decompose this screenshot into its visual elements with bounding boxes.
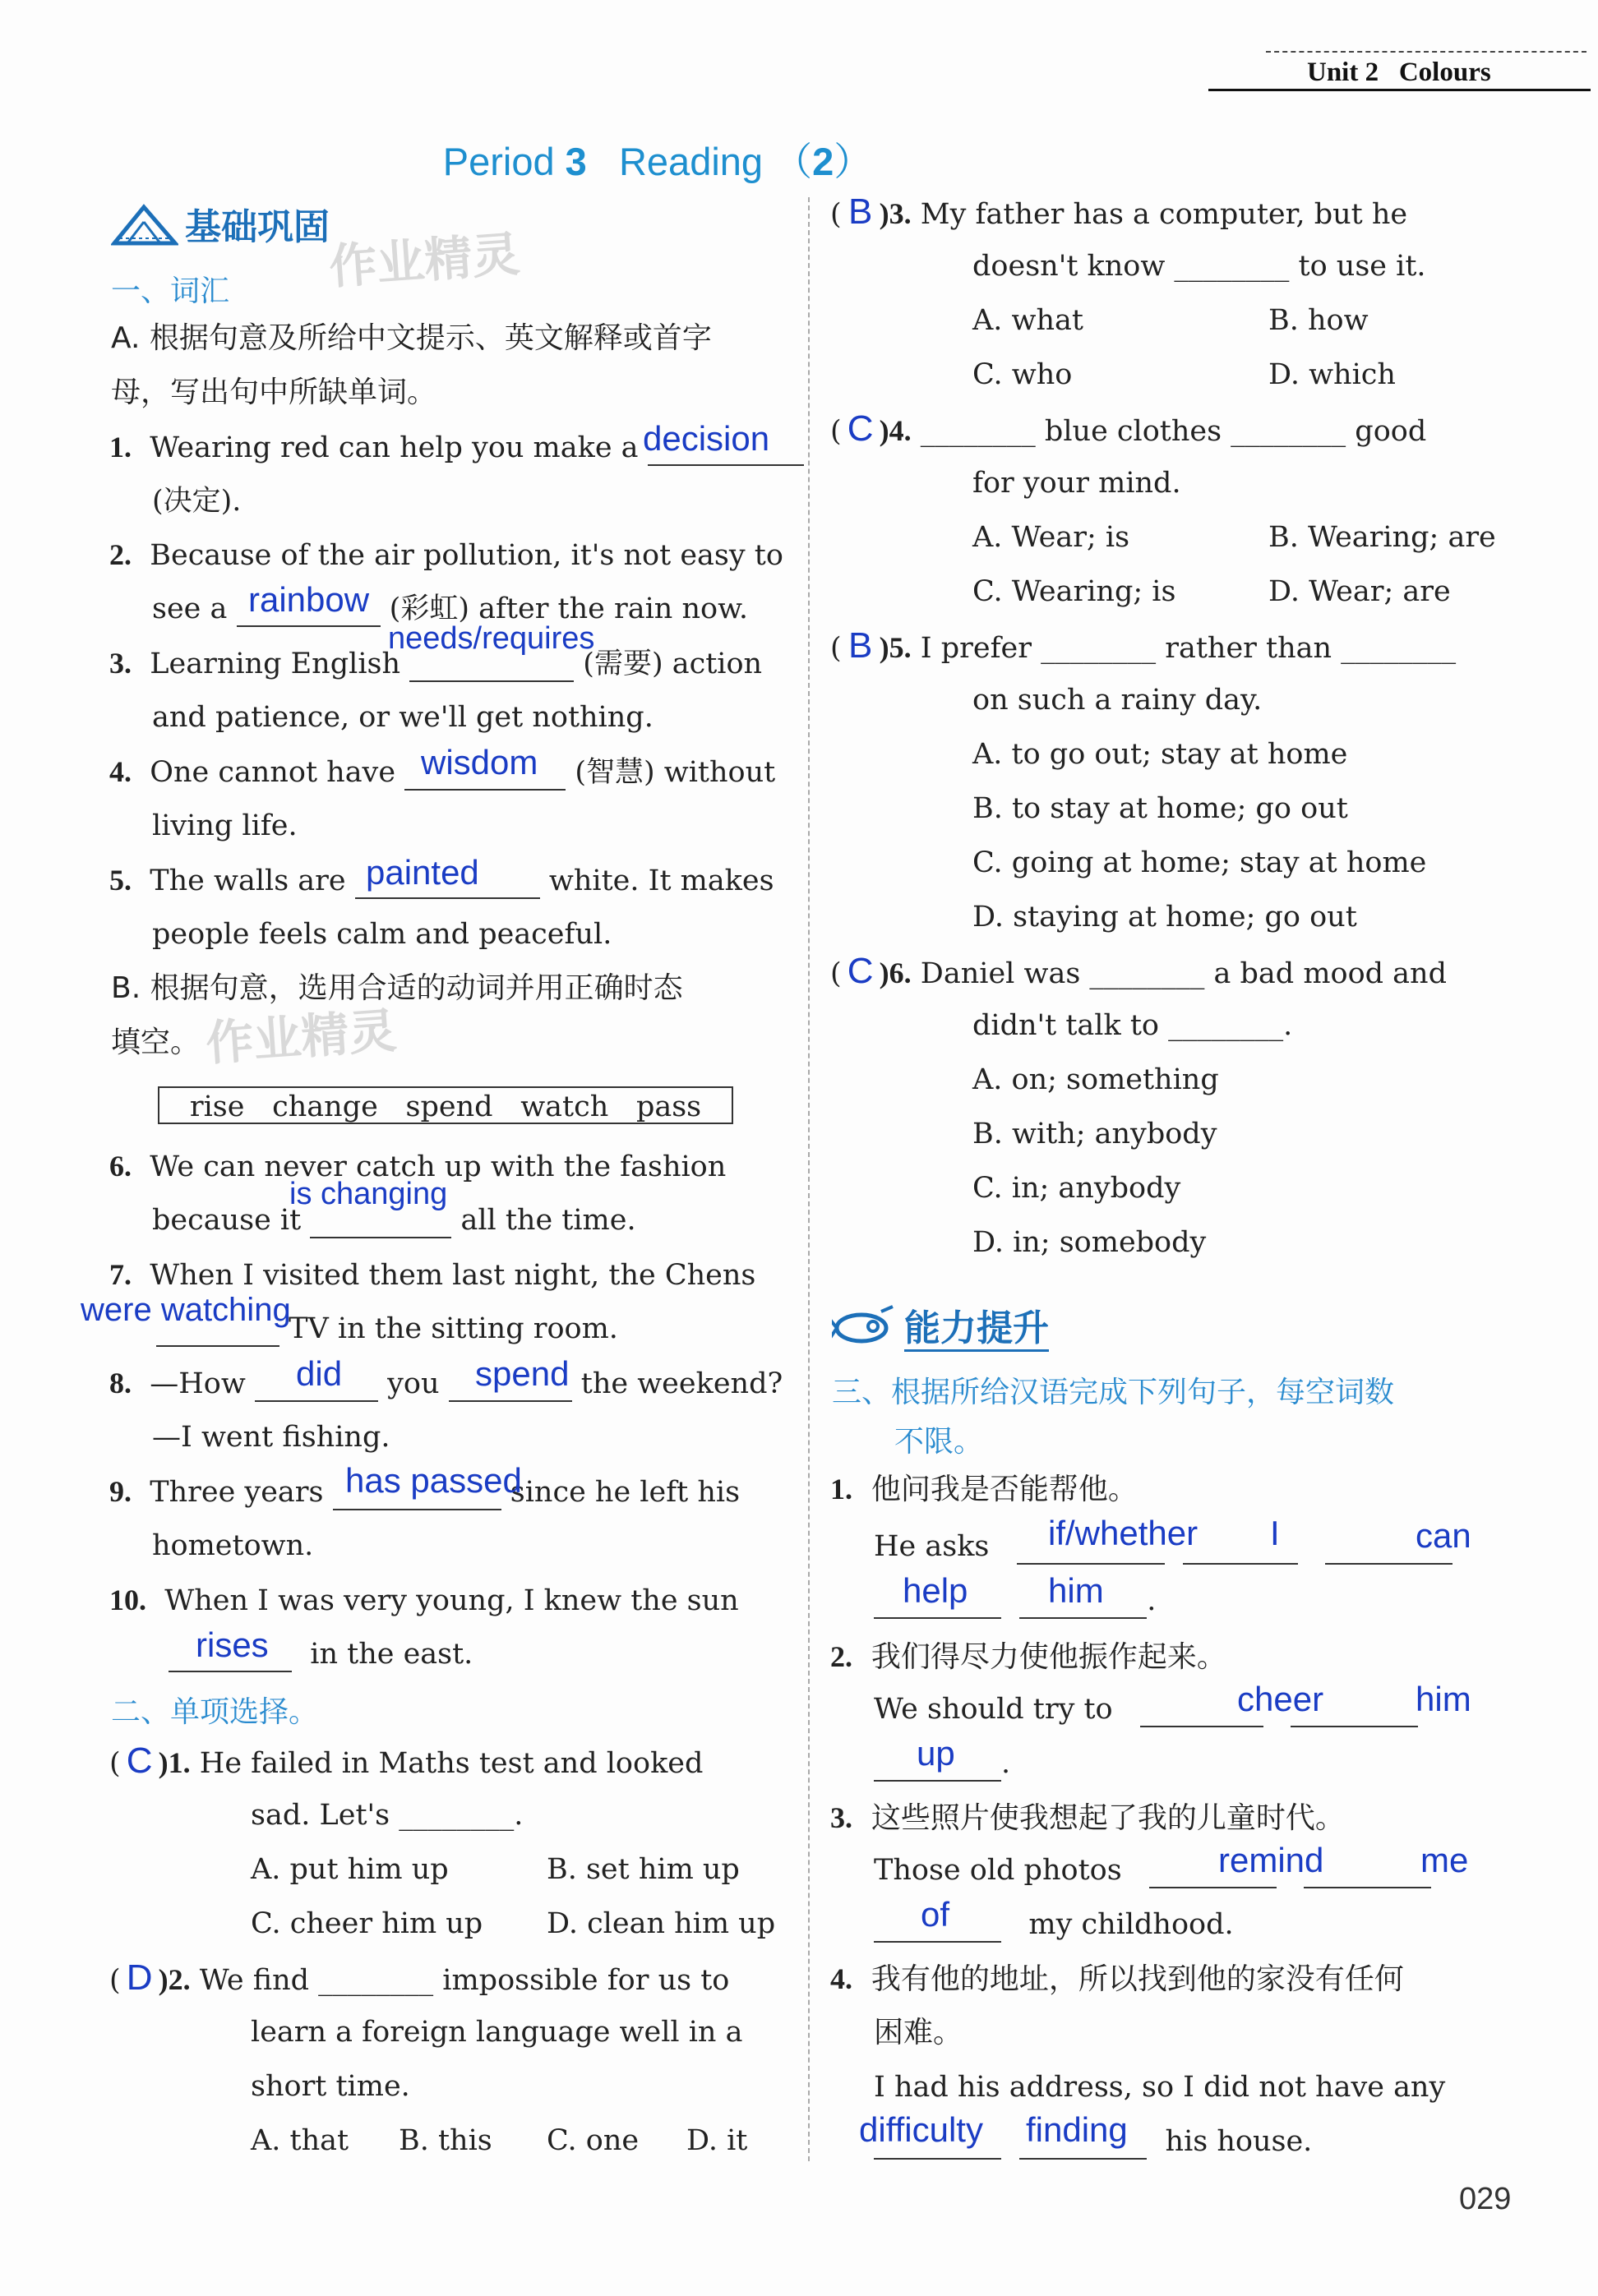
ruler-icon [111, 202, 178, 257]
mc-option: D. it [686, 2124, 748, 2157]
mc-question-5: ( B )5. I prefer ________ rather than ________ [830, 625, 1457, 666]
mc-question-2-cont: learn a foreign language well in a [251, 2016, 743, 2049]
mc-answer-2: D [126, 1957, 153, 1998]
mc-option: D. clean him up [547, 1907, 776, 1940]
answer-9: has passed [345, 1461, 522, 1500]
trans-answer: if/whether [1048, 1514, 1198, 1552]
question-3: 3. Learning English (需要) action [109, 647, 763, 680]
page-title: Period 3 Reading （2） [442, 140, 873, 183]
answer-8b: spend [475, 1354, 570, 1393]
mc-option: C. cheer him up [251, 1907, 483, 1940]
trans-answer: him [1416, 1680, 1471, 1718]
watermark-2: 作业精灵 [204, 1002, 399, 1072]
part-a-instruction-2: 母，写出句中所缺单词。 [111, 376, 437, 409]
question-10-cont: in the east. [169, 1636, 473, 1672]
mc-option: A. put him up [251, 1853, 449, 1886]
translate-heading: 三、根据所给汉语完成下列句子，每空词数 [832, 1376, 1395, 1409]
trans-answer: I [1270, 1514, 1280, 1552]
question-5-cont: people feels calm and peaceful. [152, 918, 612, 951]
mc-question-2-cont: short time. [251, 2070, 410, 2103]
question-2-cont: see a (彩虹) after the rain now. [152, 592, 749, 625]
mc-answer-3: B [847, 191, 873, 232]
question-7: 7. When I visited them last night, the Chens [109, 1258, 756, 1292]
mc-option: C. going at home; stay at home [972, 846, 1427, 879]
mc-option: B. how [1268, 304, 1369, 337]
mc-option: D. which [1268, 358, 1396, 391]
question-8: 8. —How you the weekend? [109, 1367, 783, 1400]
word: watch [520, 1090, 609, 1123]
mc-option: B. Wearing; are [1268, 521, 1496, 554]
trans-3-en: Those old photos [874, 1852, 1431, 1888]
mc-option: B. to stay at home; go out [972, 792, 1348, 825]
mc-answer-1: C [126, 1740, 153, 1781]
mc-question-3: ( B )3. My father has a computer, but he [830, 191, 1408, 232]
mc-question-3-cont: doesn't know ________ to use it. [972, 250, 1426, 283]
answer-7: were watching [81, 1292, 291, 1328]
mc-question-6: ( C )6. Daniel was ________ a bad mood and [830, 951, 1447, 991]
trans-answer: of [921, 1895, 950, 1934]
mc-option: A. Wear; is [972, 521, 1130, 554]
word: spend [405, 1090, 493, 1123]
header-dash-line [1266, 51, 1586, 53]
mc-option: A. to go out; stay at home [972, 738, 1348, 771]
mc-option: C. who [972, 358, 1073, 391]
trans-answer: help [903, 1571, 968, 1610]
trans-4-en: I had his address, so I did not have any [874, 2071, 1446, 2104]
answer-5: painted [366, 853, 479, 892]
question-3-cont: and patience, or we'll get nothing. [152, 701, 654, 734]
trans-question-2: 2. 我们得尽力使他振作起来。 [830, 1640, 1226, 1674]
watermark: 作业精灵 [327, 225, 522, 295]
single-choice-heading: 二、单项选择。 [111, 1695, 319, 1729]
trans-question-4-cont: 困难。 [874, 2016, 963, 2049]
mc-option: A. that [251, 2124, 349, 2157]
question-6-cont: because it all the time. [152, 1204, 636, 1237]
mc-option: C. in; anybody [972, 1172, 1181, 1205]
mc-option: B. this [399, 2124, 492, 2157]
mc-question-1: ( C )1. He failed in Maths test and looked [109, 1740, 704, 1781]
question-7-cont: TV in the sitting room. [156, 1311, 618, 1347]
question-4-cont: living life. [152, 809, 298, 842]
column-divider [808, 197, 810, 2161]
mc-option: D. Wear; are [1268, 575, 1451, 608]
trans-question-1: 1. 他问我是否能帮他。 [830, 1473, 1138, 1506]
question-5: 5. The walls are white. It makes [109, 864, 774, 897]
translate-heading-2: 不限。 [894, 1425, 984, 1459]
answer-4: wisdom [421, 743, 538, 781]
mc-option: B. with; anybody [972, 1118, 1217, 1150]
mc-option: A. what [972, 304, 1083, 337]
mc-answer-5: B [847, 625, 873, 666]
answer-2: rainbow [248, 580, 370, 619]
question-1-cont: (决定). [152, 485, 242, 518]
word: pass [635, 1090, 702, 1123]
trans-2-en: We should try to [874, 1691, 1418, 1727]
part-b-instruction: B. 根据句意，选用合适的动词并用正确时态 [111, 971, 683, 1005]
trans-answer: difficulty [859, 2110, 983, 2149]
trans-answer: him [1048, 1571, 1104, 1610]
question-9: 9. Three years since he left his [109, 1475, 741, 1509]
trans-answer: up [917, 1734, 955, 1773]
mc-question-2: ( D )2. We find ________ impossible for us to [109, 1957, 730, 1998]
section-basics-heading: 基础巩固 [111, 197, 330, 257]
question-8-cont: —I went fishing. [152, 1421, 390, 1454]
trans-answer: cheer [1237, 1680, 1324, 1718]
mc-answer-4: C [847, 408, 874, 449]
word: rise [189, 1090, 245, 1123]
part-a-instruction: A. 根据句意及所给中文提示、英文解释或首字 [111, 321, 712, 355]
question-4: 4. One cannot have (智慧) without [109, 755, 776, 789]
mc-question-5-cont: on such a rainy day. [972, 684, 1263, 717]
question-1: 1. Wearing red can help you make a [109, 429, 804, 466]
unit-title: Unit 2 Colours [1307, 58, 1491, 87]
mc-option: A. on; something [972, 1063, 1219, 1096]
page-number: 029 [1459, 2182, 1512, 2216]
question-2: 2. Because of the air pollution, it's not easy to [109, 538, 783, 572]
trans-answer: me [1420, 1841, 1469, 1879]
trans-answer: finding [1026, 2110, 1128, 2149]
trans-2-en-2: . [874, 1745, 1010, 1782]
trans-4-en-2: his house. [874, 2123, 1312, 2160]
mc-question-1-cont: sad. Let's ________. [251, 1799, 524, 1832]
mc-answer-6: C [847, 951, 874, 991]
answer-3: needs/requires [388, 621, 595, 656]
answer-1: decision [643, 419, 770, 458]
answer-10: rises [196, 1625, 269, 1664]
trans-answer: can [1416, 1516, 1471, 1555]
mc-option: C. one [547, 2124, 640, 2157]
mc-question-4-cont: for your mind. [972, 467, 1181, 500]
mc-question-6-cont: didn't talk to ________. [972, 1009, 1293, 1042]
trans-3-en-2: my childhood. [874, 1906, 1234, 1943]
question-9-cont: hometown. [152, 1529, 314, 1562]
vocab-heading: 一、词汇 [111, 274, 230, 308]
mc-option: B. set him up [547, 1853, 740, 1886]
part-b-instruction-2: 填空。 [111, 1026, 201, 1059]
mc-option: D. in; somebody [972, 1226, 1207, 1259]
word-box [158, 1086, 733, 1124]
mc-question-4: ( C )4. ________ blue clothes ________ good [830, 408, 1427, 449]
header-rule [1208, 89, 1591, 91]
question-10: 10. When I was very young, I knew the sun [109, 1584, 739, 1617]
rocket-icon [832, 1303, 898, 1358]
trans-1-en-2: . [874, 1583, 1156, 1619]
trans-question-3: 3. 这些照片使我想起了我的儿童时代。 [830, 1801, 1345, 1835]
trans-question-4: 4. 我有他的地址，所以找到他的家没有任何 [830, 1962, 1404, 1996]
word: change [272, 1090, 378, 1123]
mc-option: C. Wearing; is [972, 575, 1176, 608]
answer-6: is changing [289, 1177, 448, 1211]
trans-answer: remind [1218, 1841, 1324, 1879]
answer-8a: did [296, 1354, 343, 1393]
trans-1-en: He asks [874, 1528, 1453, 1565]
section-ability-heading: 能力提升 [832, 1298, 1049, 1358]
mc-option: D. staying at home; go out [972, 901, 1357, 934]
question-6: 6. We can never catch up with the fashion [109, 1150, 727, 1183]
